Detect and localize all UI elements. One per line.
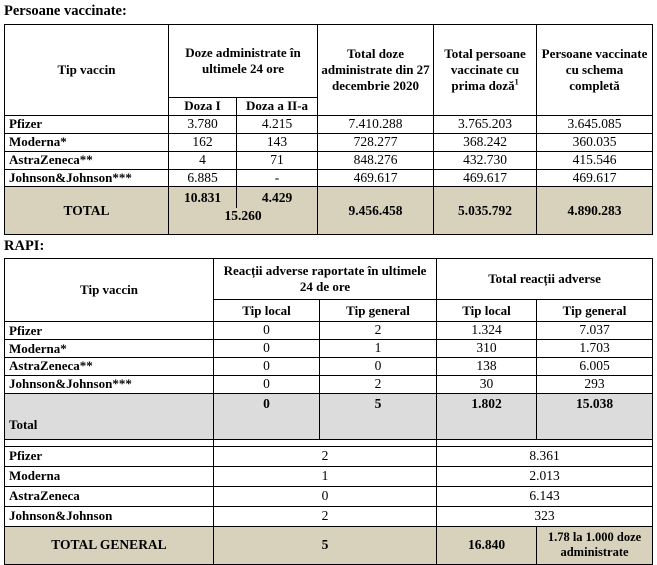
complete-schema-value: 3.645.085 [537,115,653,133]
total-general-value: 15.038 [537,393,653,439]
first-dose-value: 469.617 [434,169,537,187]
dose2-value: 71 [237,151,318,169]
col-header-tip-local-24h: Tip local [214,300,320,322]
total-label: Total [5,393,214,439]
local-24h-value: 0 [214,322,320,340]
local-24h-value: 0 [214,340,320,358]
total-doses-value: 469.617 [318,169,434,187]
vaccinated-persons-table [4,24,653,236]
table1-row-astrazeneca [5,151,653,169]
table2-header-row-1 [5,259,653,300]
first-dose-value: 3.765.203 [434,115,537,133]
total-doses-value: 728.277 [318,133,434,151]
spacer-cell [437,439,653,446]
dose1-value: 4 [169,151,237,169]
vaccine-name: Pfizer [5,115,169,133]
total-doses-24h-sum-value: 15.260 [169,208,318,235]
general-total-value: 293 [537,376,653,394]
dose2-value: - [237,169,318,187]
reactions-24h-value: 1 [214,466,437,486]
col-header-doza-1: Doza I [169,97,237,115]
dose2-value: 4.215 [237,115,318,133]
reactions-24h-value: 2 [214,446,437,466]
local-total-value: 1.324 [437,322,537,340]
grand-total-label: TOTAL GENERAL [5,526,214,564]
dose2-value: 143 [237,133,318,151]
table2-summary-row-moderna [5,466,653,486]
total-first-dose-value: 5.035.792 [434,187,537,235]
total-local-24h-value: 0 [214,393,320,439]
general-24h-value: 0 [320,358,437,376]
table1-header-row-1 [5,24,653,97]
total-dose1-value: 10.831 [169,187,237,209]
vaccine-name: Johnson&Johnson [5,506,214,526]
table1-row-moderna [5,133,653,151]
col-header-doza-2: Doza a II-a [237,97,318,115]
spacer-cell [214,439,437,446]
local-total-value: 310 [437,340,537,358]
col-header-tip-general-24h: Tip general [320,300,437,322]
reactions-24h-value: 2 [214,506,437,526]
adverse-reactions-table [4,258,653,565]
local-24h-value: 0 [214,376,320,394]
table2-spacer-row [5,439,653,446]
local-total-value: 138 [437,358,537,376]
local-24h-value: 0 [214,358,320,376]
general-24h-value: 2 [320,376,437,394]
table2-summary-row-astrazeneca [5,486,653,506]
total-label: TOTAL [5,187,169,235]
vaccine-name: Moderna [5,466,214,486]
col-header-tip-local-total: Tip local [437,300,537,322]
col-header-schema-completa: Persoane vaccinate cu schema completă [537,24,653,115]
general-total-value: 6.005 [537,358,653,376]
table2-summary-row-pfizer [5,446,653,466]
section-title-persoane-vaccinate: Persoane vaccinate: [4,3,127,19]
table2-row-pfizer [5,322,653,340]
complete-schema-value: 469.617 [537,169,653,187]
total-reactions-value: 2.013 [437,466,653,486]
total-doses-value: 7.410.288 [318,115,434,133]
general-total-value: 1.703 [537,340,653,358]
vaccine-name: Pfizer [5,322,214,340]
col-header-total-doze: Total doze administrate din 27 decembrie 2020 [318,24,434,115]
complete-schema-value: 360.035 [537,133,653,151]
col-header-tip-vaccin: Tip vaccin [5,259,214,322]
table2-row-astrazeneca [5,358,653,376]
col-header-reactii-24h: Reacții adverse raportate în ultimele 24 de ore [214,259,437,300]
table1-total-row [5,187,653,209]
vaccine-name: AstraZeneca** [5,151,169,169]
general-24h-value: 2 [320,322,437,340]
reactions-24h-value: 0 [214,486,437,506]
dose1-value: 3.780 [169,115,237,133]
general-total-value: 7.037 [537,322,653,340]
vaccine-name: Johnson&Johnson*** [5,376,214,394]
first-dose-value: 368.242 [434,133,537,151]
col-header-total-prima-doza [434,24,537,115]
table2-summary-row-johnson [5,506,653,526]
footnote-marker-1: 1 [514,77,519,87]
col-header-doze-24h: Doze administrate în ultimele 24 ore [169,24,318,97]
complete-schema-value: 415.546 [537,151,653,169]
vaccine-name: Moderna* [5,133,169,151]
vaccine-name: AstraZeneca** [5,358,214,376]
local-total-value: 30 [437,376,537,394]
vaccine-name: Johnson&Johnson*** [5,169,169,187]
vaccine-name: Pfizer [5,446,214,466]
general-24h-value: 1 [320,340,437,358]
total-reactions-value: 323 [437,506,653,526]
total-general-24h-value: 5 [320,393,437,439]
vaccine-name: Moderna* [5,340,214,358]
col-header-total-prima-doza-text: Total persoane vaccinate cu prima doză [444,45,526,94]
grand-total-rate-value: 1.78 la 1.000 doze administrate [537,526,653,564]
total-doses-grand-value: 9.456.458 [318,187,434,235]
table2-grand-total-row [5,526,653,564]
total-local-value: 1.802 [437,393,537,439]
total-doses-value: 848.276 [318,151,434,169]
col-header-total-reactii: Total reacții adverse [437,259,653,300]
dose1-value: 162 [169,133,237,151]
section-title-rapi: RAPI: [4,238,45,255]
total-reactions-value: 6.143 [437,486,653,506]
col-header-tip-general-total: Tip general [537,300,653,322]
table1-row-johnson [5,169,653,187]
first-dose-value: 432.730 [434,151,537,169]
spacer-cell [5,439,214,446]
dose1-value: 6.885 [169,169,237,187]
grand-total-reactions-value: 16.840 [437,526,537,564]
total-reactions-value: 8.361 [437,446,653,466]
table2-total-row [5,393,653,439]
table2-row-moderna [5,340,653,358]
total-dose2-value: 4.429 [237,187,318,209]
vaccine-name: AstraZeneca [5,486,214,506]
table2-row-johnson [5,376,653,394]
total-complete-schema-value: 4.890.283 [537,187,653,235]
col-header-tip-vaccin: Tip vaccin [5,24,169,115]
table1-row-pfizer [5,115,653,133]
grand-total-reactions-24h-value: 5 [214,526,437,564]
